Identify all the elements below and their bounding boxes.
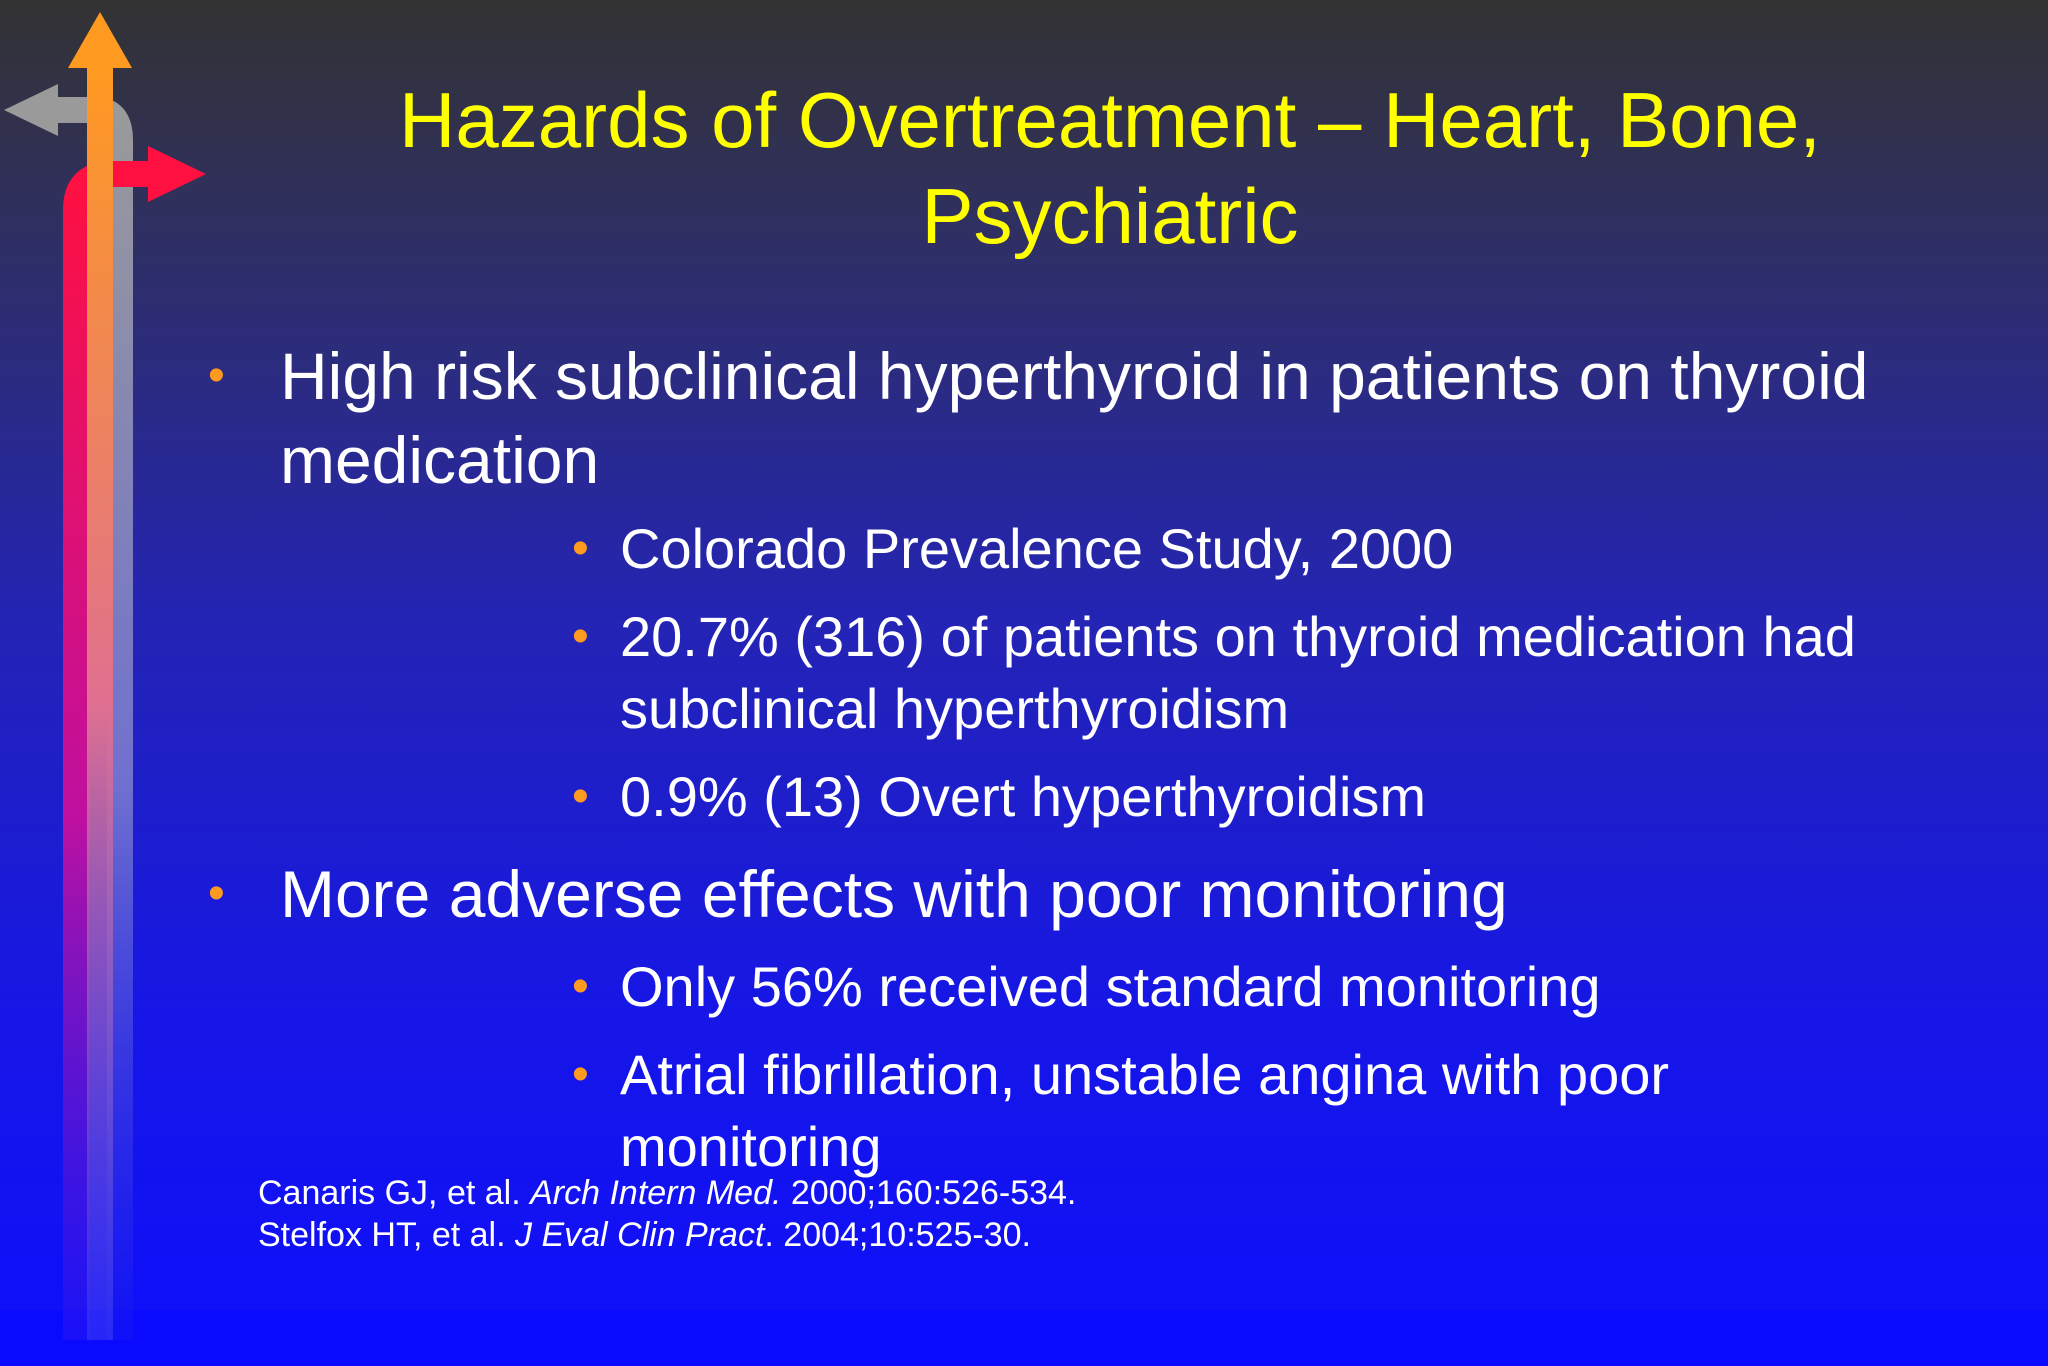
bullet-marker: •	[208, 867, 225, 920]
reference-journal: J Eval Clin Pract	[515, 1216, 765, 1254]
slide-title: Hazards of Overtreatment – Heart, Bone, Psychiatric	[399, 76, 1821, 260]
bullet-text: 20.7% (316) of patients on thyroid medication had subclinical hyperthyroidism	[620, 605, 1856, 740]
bullet-text: More adverse effects with poor monitoring	[280, 857, 1508, 931]
sub-bullet-afib-angina	[572, 1039, 1910, 1183]
reference-details: . 2004;10:525-30.	[764, 1216, 1031, 1254]
bullet-marker: •	[572, 522, 589, 575]
bullet-marker: •	[572, 610, 589, 663]
sub-bullet-overt	[572, 761, 2010, 833]
reference-item	[258, 1214, 1076, 1256]
bullet-text: 0.9% (13) Overt hyperthyroidism	[620, 765, 1427, 828]
reference-authors: Canaris GJ, et al.	[258, 1174, 531, 1212]
bullet-text: High risk subclinical hyperthyroid in patients on thyroid medication	[280, 339, 1869, 497]
reference-details: 2000;160:526-534.	[781, 1174, 1077, 1212]
sub-bullet-prevalence-subclinical	[572, 601, 2010, 745]
sub-bullet-colorado-study	[572, 513, 2010, 585]
bullet-marker: •	[572, 1048, 589, 1101]
bullet-marker: •	[572, 960, 589, 1013]
bullet-text: Only 56% received standard monitoring	[620, 955, 1601, 1018]
three-arrows-logo	[0, 0, 220, 1366]
bullet-marker: •	[208, 349, 225, 402]
bullet-high-risk	[208, 334, 2020, 502]
bullet-marker: •	[572, 770, 589, 823]
bullet-text: Atrial fibrillation, unstable angina with poor monitoring	[620, 1043, 1670, 1178]
reference-authors: Stelfox HT, et al.	[258, 1216, 515, 1254]
reference-item	[258, 1172, 1076, 1214]
reference-journal: Arch Intern Med.	[530, 1174, 782, 1212]
sub-bullet-monitoring-rate	[572, 951, 2010, 1023]
bullet-text: Colorado Prevalence Study, 2000	[620, 517, 1454, 580]
bottom-band	[0, 1310, 2048, 1366]
bullet-adverse-effects	[208, 852, 2020, 936]
references	[258, 1172, 1076, 1256]
